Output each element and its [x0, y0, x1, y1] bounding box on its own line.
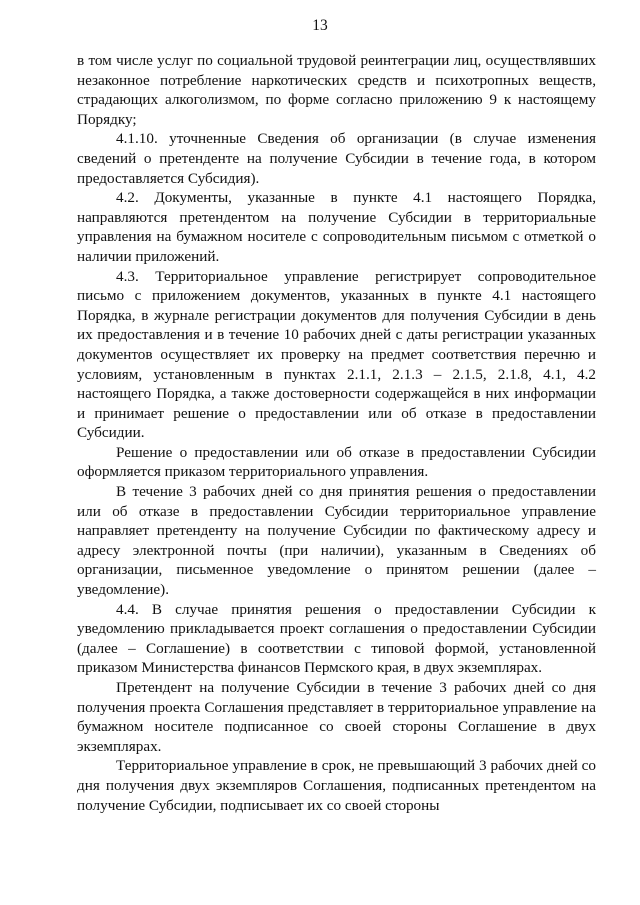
document-body	[77, 51, 596, 815]
paragraph-4-1-10: 4.1.10. уточненные Сведения об организации (в случае изменения сведений о претенденте на получение Субсидии в течение года, в котором предоставляется Субсидия).	[77, 130, 596, 187]
page-number: 13	[312, 17, 328, 34]
paragraph-applicant-signing: Претендент на получение Субсидии в течение 3 рабочих дней со дня получения проекта Соглашения представляет в территориальное управление на бумажном носителе подписанное со своей стороны Соглашение в двух экземплярах.	[77, 679, 596, 755]
paragraph-4-2: 4.2. Документы, указанные в пункте 4.1 настоящего Порядка, направляются претендентом на получение Субсидии в территориальные управления на бумажном носителе с сопроводительным письмом с отметкой о наличии приложений.	[77, 189, 596, 265]
paragraph-notification: В течение 3 рабочих дней со дня принятия решения о предоставлении или об отказе в предоставлении Субсидии территориальное управление направляет претенденту на получение Субсидии по фактическому адресу и адресу электронной почты (при наличии), указанным в Сведениях об организации, письменное уведомление о принятом решении (далее – уведомление).	[77, 483, 596, 599]
paragraph-continuation: в том числе услуг по социальной трудовой реинтеграции лиц, осуществлявших незаконное потребление наркотических средств и психотропных веществ, страдающих алкоголизмом, по форме согласно приложению 9 к настоящему Порядку;	[77, 52, 596, 128]
paragraph-territorial-signing: Территориальное управление в срок, не превышающий 3 рабочих дней со дня получения двух экземпляров Соглашения, подписанных претендентом на получение Субсидии, подписывает их со своей стороны	[77, 757, 596, 814]
paragraph-4-4: 4.4. В случае принятия решения о предоставлении Субсидии к уведомлению прикладывается проект соглашения о предоставлении Субсидии (далее – Соглашение) в соответствии с типовой формой, установленной приказом Министерства финансов Пермского края, в двух экземплярах.	[77, 600, 596, 677]
paragraph-4-3: 4.3. Территориальное управление регистрирует сопроводительное письмо с приложением документов, указанных в пункте 4.1 настоящего Порядка, в журнале регистрации документов для получения Субсидии в день их предоставления и в течение 10 рабочих дней с даты регистрации указанных документов осуществляет их проверку на предмет соответствия перечню и условиям, установленным в пунктах 2.1.1, 2.1.3 – 2.1.5, 2.1.8, 4.1, 4.2 настоящего Порядка, а также достоверности содержащейся в них информации и принимает решение о предоставлении или об отказе в предоставлении Субсидии.	[77, 267, 596, 442]
paragraph-decision-order: Решение о предоставлении или об отказе в предоставлении Субсидии оформляется приказом территориального управления.	[77, 443, 596, 481]
